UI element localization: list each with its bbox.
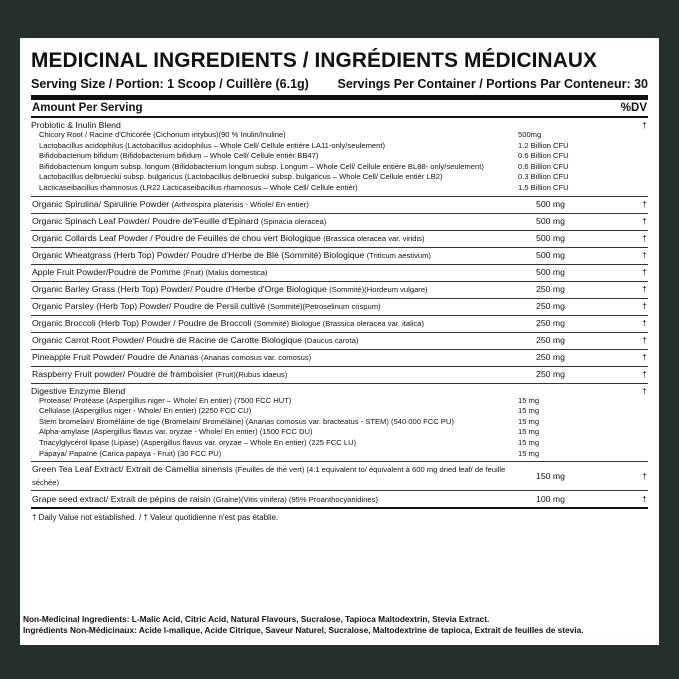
- probiotic-blend: [31, 118, 648, 197]
- blend-header: [31, 386, 648, 396]
- ingredient-row: Organic Barley Grass (Herb Top) Powder/ Poudre d'Herbe d'Orge Biologique (Sommité)(Hordeum vulgare) 250 mg †: [31, 282, 648, 299]
- ingredients-panel: [20, 38, 659, 645]
- ingredient-row: Organic Wheatgrass (Herb Top) Powder/ Poudre d'Herbe de Blé (Sommité) Biologique (Triticum aestivum) 500 mg †: [31, 248, 648, 265]
- blend-item: Lacticaseibacillus rhamnosus (LR22 Lacticaseibacillus rhamnosus – Whole Cell/ Cellule entièr) 1.5 Billion CFU: [39, 182, 569, 192]
- serving-info: [31, 76, 648, 92]
- ingredient-row: Organic Parsley (Herb Top) Powder/ Poudre de Persil cultivé (Sommité)(Petroselinum crispum) 250 mg †: [31, 299, 648, 316]
- blend-item: Protease/ Protéase (Aspergillus niger – Whole/ En entier) (7500 FCC HUT) 15 mg: [39, 395, 540, 405]
- ingredient-row: Pineapple Fruit Powder/ Poudre de Ananas (Ananas comosus var. comosus) 250 mg †: [31, 350, 648, 367]
- non-medicinal-en: Non-Medicinal Ingredients: L-Malic Acid, Citric Acid, Natural Flavours, Sucralose, Tapioca Maltodextrin, Stevia Extract.: [23, 614, 490, 624]
- blend-item: Triacylglycérol lipase (Lipase) (Aspergillus flavus var. oryzae – Whole En entier) (225 FCC LU) 15 mg: [39, 437, 540, 447]
- dv-footnote: † Daily Value not established. / † Valeur quotidienne n'est pas établie.: [32, 513, 279, 523]
- blend-item: Lactobacillus acidophilus (Lactobacillus acidophilus – Whole Cell/ Cellule entière LA11-only/seulement) 1.2 Billion CFU: [39, 140, 569, 150]
- enzyme-blend: [31, 384, 648, 463]
- blend-item: Cellulase (Aspergillus niger - Whole/ En entier) (2250 FCC CU) 15 mg: [39, 406, 540, 416]
- ingredient-row: Organic Spinach Leaf Powder/ Poudre de'Feuille d'Epinard (Spinacia oleracea) 500 mg †: [31, 214, 648, 231]
- servings-per-container: Servings Per Container / Portions Par Conteneur: 30: [337, 77, 648, 91]
- blend-item: Stem bromelain/ Broméláine de tige (Bromelain/ Broméláine) (Ananas comosus var. bracteatus - STEM) (540 000 FCC PU) 15 mg: [39, 416, 540, 426]
- non-medicinal-fr: Ingrédients Non-Médicinaux: Acide l-malique, Acide Citrique, Saveur Naturel, Sucralose, Maltodextrine de tapioca, Extrait de feuilles de stevia.: [23, 624, 584, 635]
- ingredient-row: Organic Collards Leaf Powder / Poudre de Feuilles de chou vert Biologique (Brassica oleracea var. viridis) 500 mg †: [31, 231, 648, 248]
- blend-header: [31, 120, 648, 130]
- dv-header: %DV: [620, 102, 647, 114]
- blend-item: Bifidobacterium bifidum (Bifidobacterium bifidum – Whole Cell/ Cellule entièr BB47) 0.6 Billion CFU: [39, 151, 569, 161]
- panel-title: MEDICINAL INGREDIENTS / INGRÉDIENTS MÉDICINAUX: [31, 48, 598, 72]
- blend-name: Digestive Enzyme Blend: [31, 385, 126, 396]
- ingredient-row-grape-seed: Grape seed extract/ Extrait de pépins de raisin (Graine)(Vitis vinifera) (95% Proanthocyanidines) 100 mg †: [31, 491, 648, 509]
- amount-per-serving-label: Amount Per Serving: [32, 102, 143, 114]
- blend-dv: †: [642, 120, 647, 130]
- blend-name: Probiotic & Inulin Blend: [31, 120, 121, 130]
- ingredient-row: Organic Spirulina/ Spiruline Powder (Arthrospira platensis - Whole/ En entier) 500 mg †: [31, 197, 648, 214]
- blend-dv: †: [642, 385, 647, 396]
- amount-header-row: [31, 100, 648, 118]
- blend-item: Chicory Root / Racine d'Chicorée (Cichorium intybus)(90 % Inulin/Inuline) 500mg: [39, 130, 542, 139]
- blend-item: Bifidobacterium longum subsp. longum (Bifidobacterium longum subsp. Longum – Whole Cell/ Cellule entière BL88- only/seulement) 0.6 Billion CFU: [39, 161, 569, 171]
- ingredient-row: Organic Carrot Root Powder/ Poudre de Racine de Carotte Biologique (Daucus carota) 250 mg †: [31, 333, 648, 350]
- serving-size: Serving Size / Portion: 1 Scoop / Cuillère (6.1g): [31, 77, 309, 91]
- blend-item: Lactobacillus delbrueckii subsp. bulgaricus (Lactobacillus delbrueckii subsp. bulgaricus – Whole Cell/ Cellule entièr LB2) 0.3 Billion CFU: [39, 172, 569, 182]
- blend-item: Alpha-amylase (Aspergillus flavus var. oryzae - Whole/ En entier) (1500 FCC DU) 15 mg: [39, 427, 540, 437]
- blend-item: Papaya/ Papaïne (Carica papaya - Fruit) (30 FCC PU) 15 mg: [39, 448, 540, 458]
- ingredient-row: Organic Broccoli (Herb Top) Powder / Poudre de Broccoli (Sommité) Biologue (Brassica oleracea var. italica) 250 mg †: [31, 316, 648, 333]
- ingredient-row: Apple Fruit Powder/Poudre de Pomme (Fruit) (Malus domestica) 500 mg †: [31, 265, 648, 282]
- ingredient-row: Raspberry Fruit powder/ Poudre de framboisier (Fruit)(Rubus idaeus) 250 mg †: [31, 367, 648, 384]
- non-medicinal-ingredients: [23, 614, 653, 635]
- ingredient-row-green-tea: Green Tea Leaf Extract/ Extrait de Camellia sinensis (Feuilles de thé vert) (4:1 equivalent to/ équivalent à 600 mg dried leaf/ de feuille séchée) 150 mg †: [31, 462, 648, 491]
